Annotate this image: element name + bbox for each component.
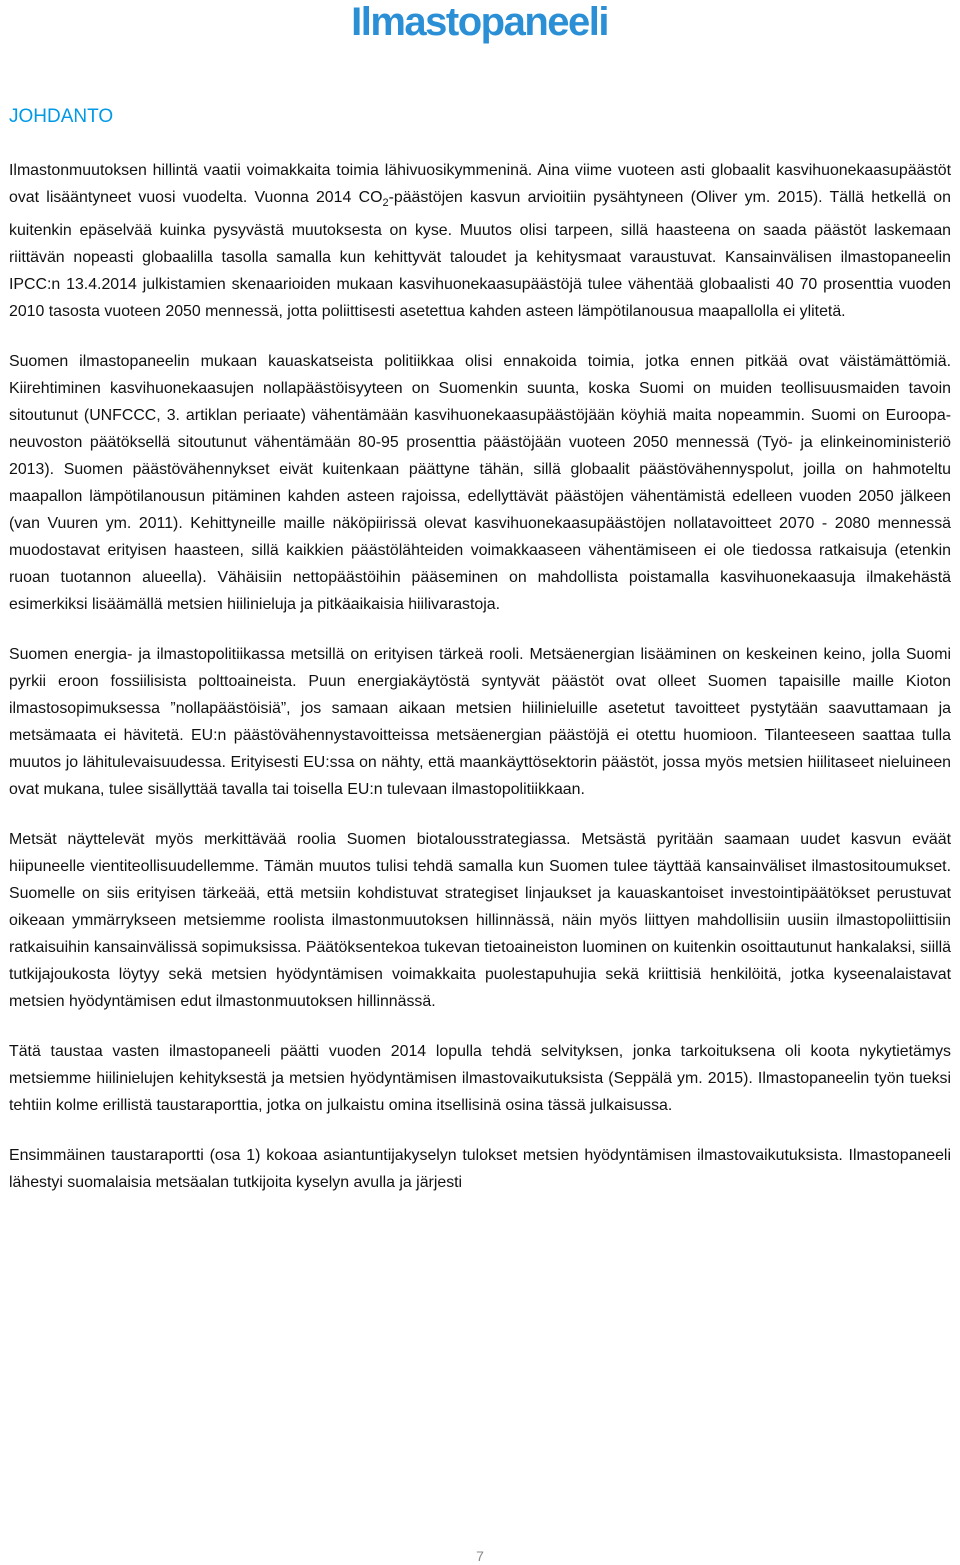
paragraph-5: Tätä taustaa vasten ilmastopaneeli päätti vuoden 2014 lopulla tehdä selvityksen, jonka tarkoituksena oli koota nykytietämys metsiemme hiilinielujen kehityksestä ja metsien hyödyntämisen ilmastovaikutuksista (Seppälä ym. 2015). Ilmastopaneelin työn tueksi tehtiin kolme erillistä taustaraporttia, jotka on julkaistu omina itsellisinä osina tässä julkaisussa.: [9, 1043, 951, 1115]
body-text: [9, 157, 951, 1219]
paragraph-3: Suomen energia- ja ilmastopolitiikassa metsillä on erityisen tärkeä rooli. Metsäenergian lisääminen on keskeinen keino, jolla Suomi pyrkii eroon fossiilisista polttoaineista. Puun energiakäytöstä syntyvät päästöt ovat olleet Suomen tapaisille maille Kioton ilmastosopimuksessa ”nollapäästöisiä”, jos samaan aikaan metsien hiilinieluille asetetut tavoitteet pystytään saavuttamaan ja metsämaata ei hävitetä. EU:n päästövähennystavoitteissa metsäenergian päästöjä ei otettu huomioon. Tilanteeseen saattaa tulla muutos jo lähitulevaisuudessa. Erityisesti EU:ssa on nähty, että maankäyttösektorin päästöt, jossa myös metsien hiilitaseet nieluineen ovat mukana, tulee sisällyttää tavalla tai toisella EU:n tulevaan ilmastopolitiikkaan.: [9, 646, 951, 799]
paragraph-1: [9, 157, 951, 325]
paragraph-6: Ensimmäinen taustaraportti (osa 1) kokoaa asiantuntijakyselyn tulokset metsien hyödyntämisen ilmastovaikutuksista. Ilmastopaneeli lähestyi suomalaisia metsäalan tutkijoita kyselyn avulla ja järjesti: [9, 1147, 951, 1192]
paragraph-1-part-2: -päästöjen kasvun arvioitiin pysähtyneen (Oliver ym. 2015). Tällä hetkellä on kuitenkin epäselvää kuinka pysyvästä muutoksesta on kyse. Muutos olisi tarpeen, sillä haasteena on saada päästöt laskemaan riittävän nopeasti globaalilla tasolla samalla kun kehittyvät taloudet ja kehitysmaat varaustuvat. Kansainvälisen ilmastopaneelin IPCC:n 13.4.2014 julkistamien skenaarioiden mukaan kasvihuonekaasupäästöjä tulee vähentää globaalisti 40 70 prosenttia vuoden 2010 tasosta vuoteen 2050 mennessä, jotta poliittisesti asetettua kahden asteen lämpötilanousua maapallolla ei ylitetä.: [9, 189, 951, 321]
page-number: 7: [476, 1548, 484, 1564]
co2-subscript: 2: [382, 197, 389, 210]
section-heading: JOHDANTO: [9, 106, 114, 127]
paragraph-1-part-1: Ilmastonmuutoksen hillintä vaatii voimakkaita toimia lähivuosikymmeninä. Aina viime vuoteen asti globaalit kasvihuonekaasupäästöt ovat lisääntyneet vuosi vuodelta. Vuonna 2014 CO: [9, 162, 951, 206]
paragraph-2: Suomen ilmastopaneelin mukaan kauaskatseista politiikkaa olisi ennakoida toimia, jotka ennen pitkää ovat väistämättömiä. Kiirehtiminen kasvihuonekaasujen nollapäästöisyyteen on Suomenkin suunta, koska Suomi on muiden teollisuusmaiden tavoin sitoutunut (UNFCCC, 3. artiklan periaate) vähentämään kasvihuonekaasupäästöjään köyhiä maita nopeammin. Suomi on Euroopa-neuvoston päätöksellä sitoutunut vähentämään 80-95 prosenttia päästöjään vuoteen 2050 mennessä (Työ- ja elinkeinoministeriö 2013). Suomen päästövähennykset eivät kuitenkaan päättyne tähän, sillä globaalit päästövähennyspolut, joilla on hahmoteltu maapallon lämpötilanousun pitäminen kahden asteen rajoissa, edellyttävät päästöjen vähentämistä edelleen vuoden 2050 jälkeen (van Vuuren ym. 2011). Kehittyneille maille näköpiirissä olevat kasvihuonekaasupäästöjen nollatavoitteet 2070 - 2080 mennessä muodostavat erityisen haasteen, sillä kaikkien päästölähteiden voimakkaaseen vähentämiseen ei ole tiedossa ratkaisuja (etenkin ruoan tuotannon alueella). Vähäisiin nettopäästöihin pääseminen on mahdollista poistamalla kasvihuonekaasuja ilmakehästä esimerkiksi lisäämällä metsien hiilinieluja ja pitkäaikaisia hiilivarastoja.: [9, 353, 951, 614]
paragraph-4: Metsät näyttelevät myös merkittävää roolia Suomen biotalousstrategiassa. Metsästä pyritään saamaan uudet kasvun eväät hiipuneelle vientiteollisuudellemme. Tämän muutos tulisi tehdä samalla kun Suomen tulee täyttää kansainväliset ilmastositoumukset. Suomelle on siis erityisen tärkeää, että metsiin kohdistuvat strategiset linjaukset ja kauaskantoiset investointipäätökset perustuvat oikeaan ymmärrykseen metsiemme roolista ilmastonmuutoksen hillinnässä, näin myös liittyen mahdollisiin uusiin ilmastopoliittisiin ratkaisuihin kansainvälissä sopimuksissa. Päätöksentekoa tukevan tietoaineiston luominen on kuitenkin osoittautunut hankalaksi, siillä tutkijajoukosta löytyy sekä metsien hyödyntämisen voimakkaita puolestapuhujia sekä kriittisiä henkilöitä, jotka kyseenalaistavat metsien hyödyntämisen edut ilmastonmuutoksen hillinnässä.: [9, 831, 951, 1011]
ilmastopaneeli-logo: Ilmastopaneeli: [351, 0, 608, 44]
